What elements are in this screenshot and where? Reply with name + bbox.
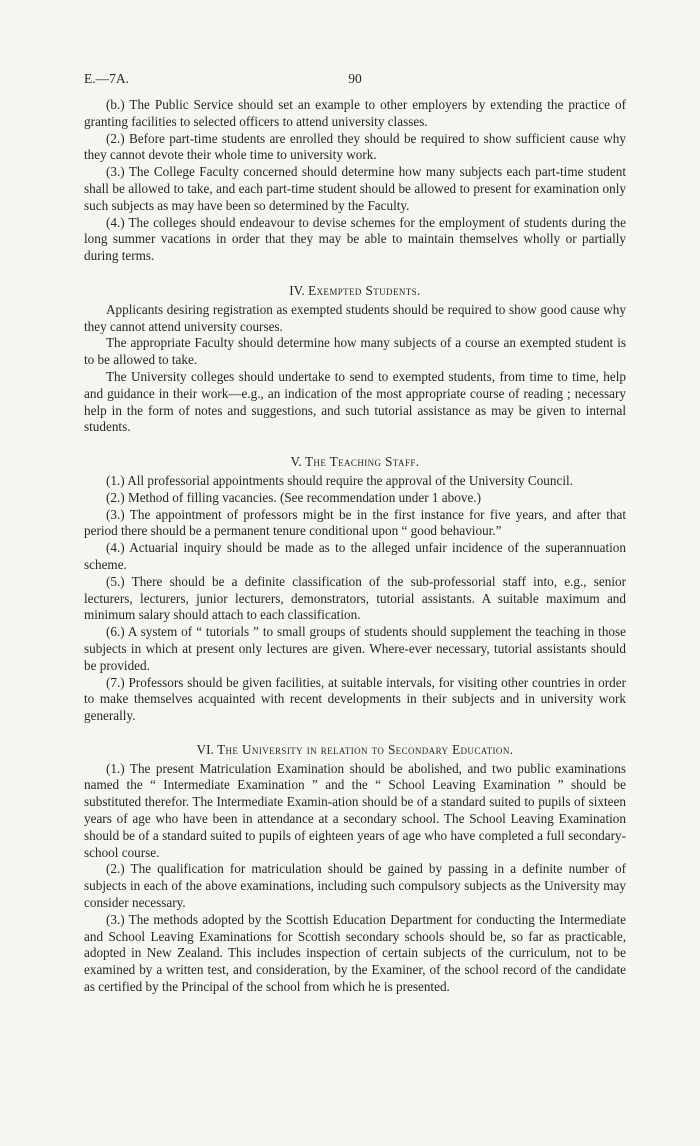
section-numeral: VI.: [196, 741, 214, 757]
section-heading-teaching-staff: [84, 454, 626, 471]
section-title: The Teaching Staff.: [304, 454, 420, 470]
paragraph-part-time-enrolment: (2.) Before part-time students are enrolled they should be required to show sufficient cause why they cannot devote their whole time to university work.: [84, 130, 626, 163]
paragraph-matriculation-abolished: (1.) The present Matriculation Examination should be abolished, and two public examinations named the “ Intermediate Examination ” and the “ School Leaving Examination ” should be substituted therefor. The Intermediate Examin-ation should be of a standard suited to pupils of sixteen years of age who have been in attendance at a secondary school. The School Leaving Examination should be of a standard suited to pupils of eighteen years of age who have completed a full secondary-school course.: [84, 760, 626, 860]
paragraph-faculty-subjects: (3.) The College Faculty concerned should determine how many subjects each part-time student shall be allowed to take, and each part-time student should be allowed to present for examination only such subjects as may have been so determined by the Faculty.: [84, 164, 626, 213]
section-heading-secondary-education: [84, 742, 626, 759]
paragraph-professor-travel: (7.) Professors should be given facilities, at suitable intervals, for visiting other countries in order to make themselves acquainted with recent developments in their subjects and in university work generally.: [84, 674, 626, 724]
paragraph-superannuation: (4.) Actuarial inquiry should be made as to the alleged unfair incidence of the superannuation scheme.: [84, 540, 626, 572]
section-numeral: V.: [290, 454, 302, 470]
document-reference: E.—7A.: [84, 71, 129, 86]
section-title: The University in relation to Secondary Education.: [217, 741, 514, 757]
paragraph-public-service: (b.) The Public Service should set an example to other employers by extending the practice of granting facilities to selected officers to attend university classes.: [84, 97, 626, 129]
paragraph-matriculation-qualification: (2.) The qualification for matriculation should be gained by passing in a definite number of subjects in each of the above examinations, including such compulsory subjects as the University may consider necessary.: [84, 861, 626, 911]
paragraph-tutorials: (6.) A system of “ tutorials ” to small groups of students should supplement the teaching in those subjects in which at present only lectures are given. Where-ever necessary, tutorial assistants should be provided.: [84, 624, 626, 673]
paragraph-professorial-appointments: (1.) All professorial appointments should require the approval of the University Council.: [106, 472, 573, 488]
page-header: [84, 71, 626, 89]
section-heading-exempted-students: [84, 283, 626, 300]
section-numeral: IV.: [289, 282, 305, 298]
paragraph-exempted-registration: Applicants desiring registration as exempted students should be required to show good cause why they cannot attend university courses.: [84, 301, 626, 334]
paragraph-filling-vacancies: (2.) Method of filling vacancies. (See recommendation under 1 above.): [106, 489, 481, 505]
section-title: Exempted Students.: [308, 282, 421, 298]
paragraph-summer-employment: (4.) The colleges should endeavour to devise schemes for the employment of students during the long summer vacations in order that they may be able to maintain themselves wholly or partially during terms.: [84, 214, 626, 264]
paragraph-scottish-methods: (3.) The methods adopted by the Scottish Education Department for conducting the Intermediate and School Leaving Examinations for Scottish secondary schools should be, so far as practicable, adopted in New Zealand. This includes inspection of certain subjects of the curriculum, not to be examined by a written test, and consideration, by the Examiner, of the school record of the candidate as certified by the Principal of the school from which he is presented.: [84, 911, 626, 995]
paragraph-exempted-subjects: The appropriate Faculty should determine how many subjects of a course an exempted student is to be allowed to take.: [84, 335, 626, 368]
paragraph-professor-tenure: (3.) The appointment of professors might be in the first instance for five years, and after that period there should be a permanent tenure conditional upon “ good behaviour.”: [84, 506, 626, 539]
paragraph-exempted-help: The University colleges should undertake to send to exempted students, from time to time, help and guidance in their work—e.g., an indication of the most appropriate course of reading ; necessary help in the form of notes and suggestions, and such tutorial assistance as may be given to internal students.: [84, 368, 626, 435]
page-body: [84, 97, 626, 996]
paragraph-staff-classification: (5.) There should be a definite classification of the sub-professorial staff into, e.g., senior lecturers, lecturers, junior lecturers, demonstrators, tutorial assistants. A suitable maximum and minimum salary should attach to each classification.: [84, 573, 626, 623]
page-number: 90: [348, 71, 362, 86]
